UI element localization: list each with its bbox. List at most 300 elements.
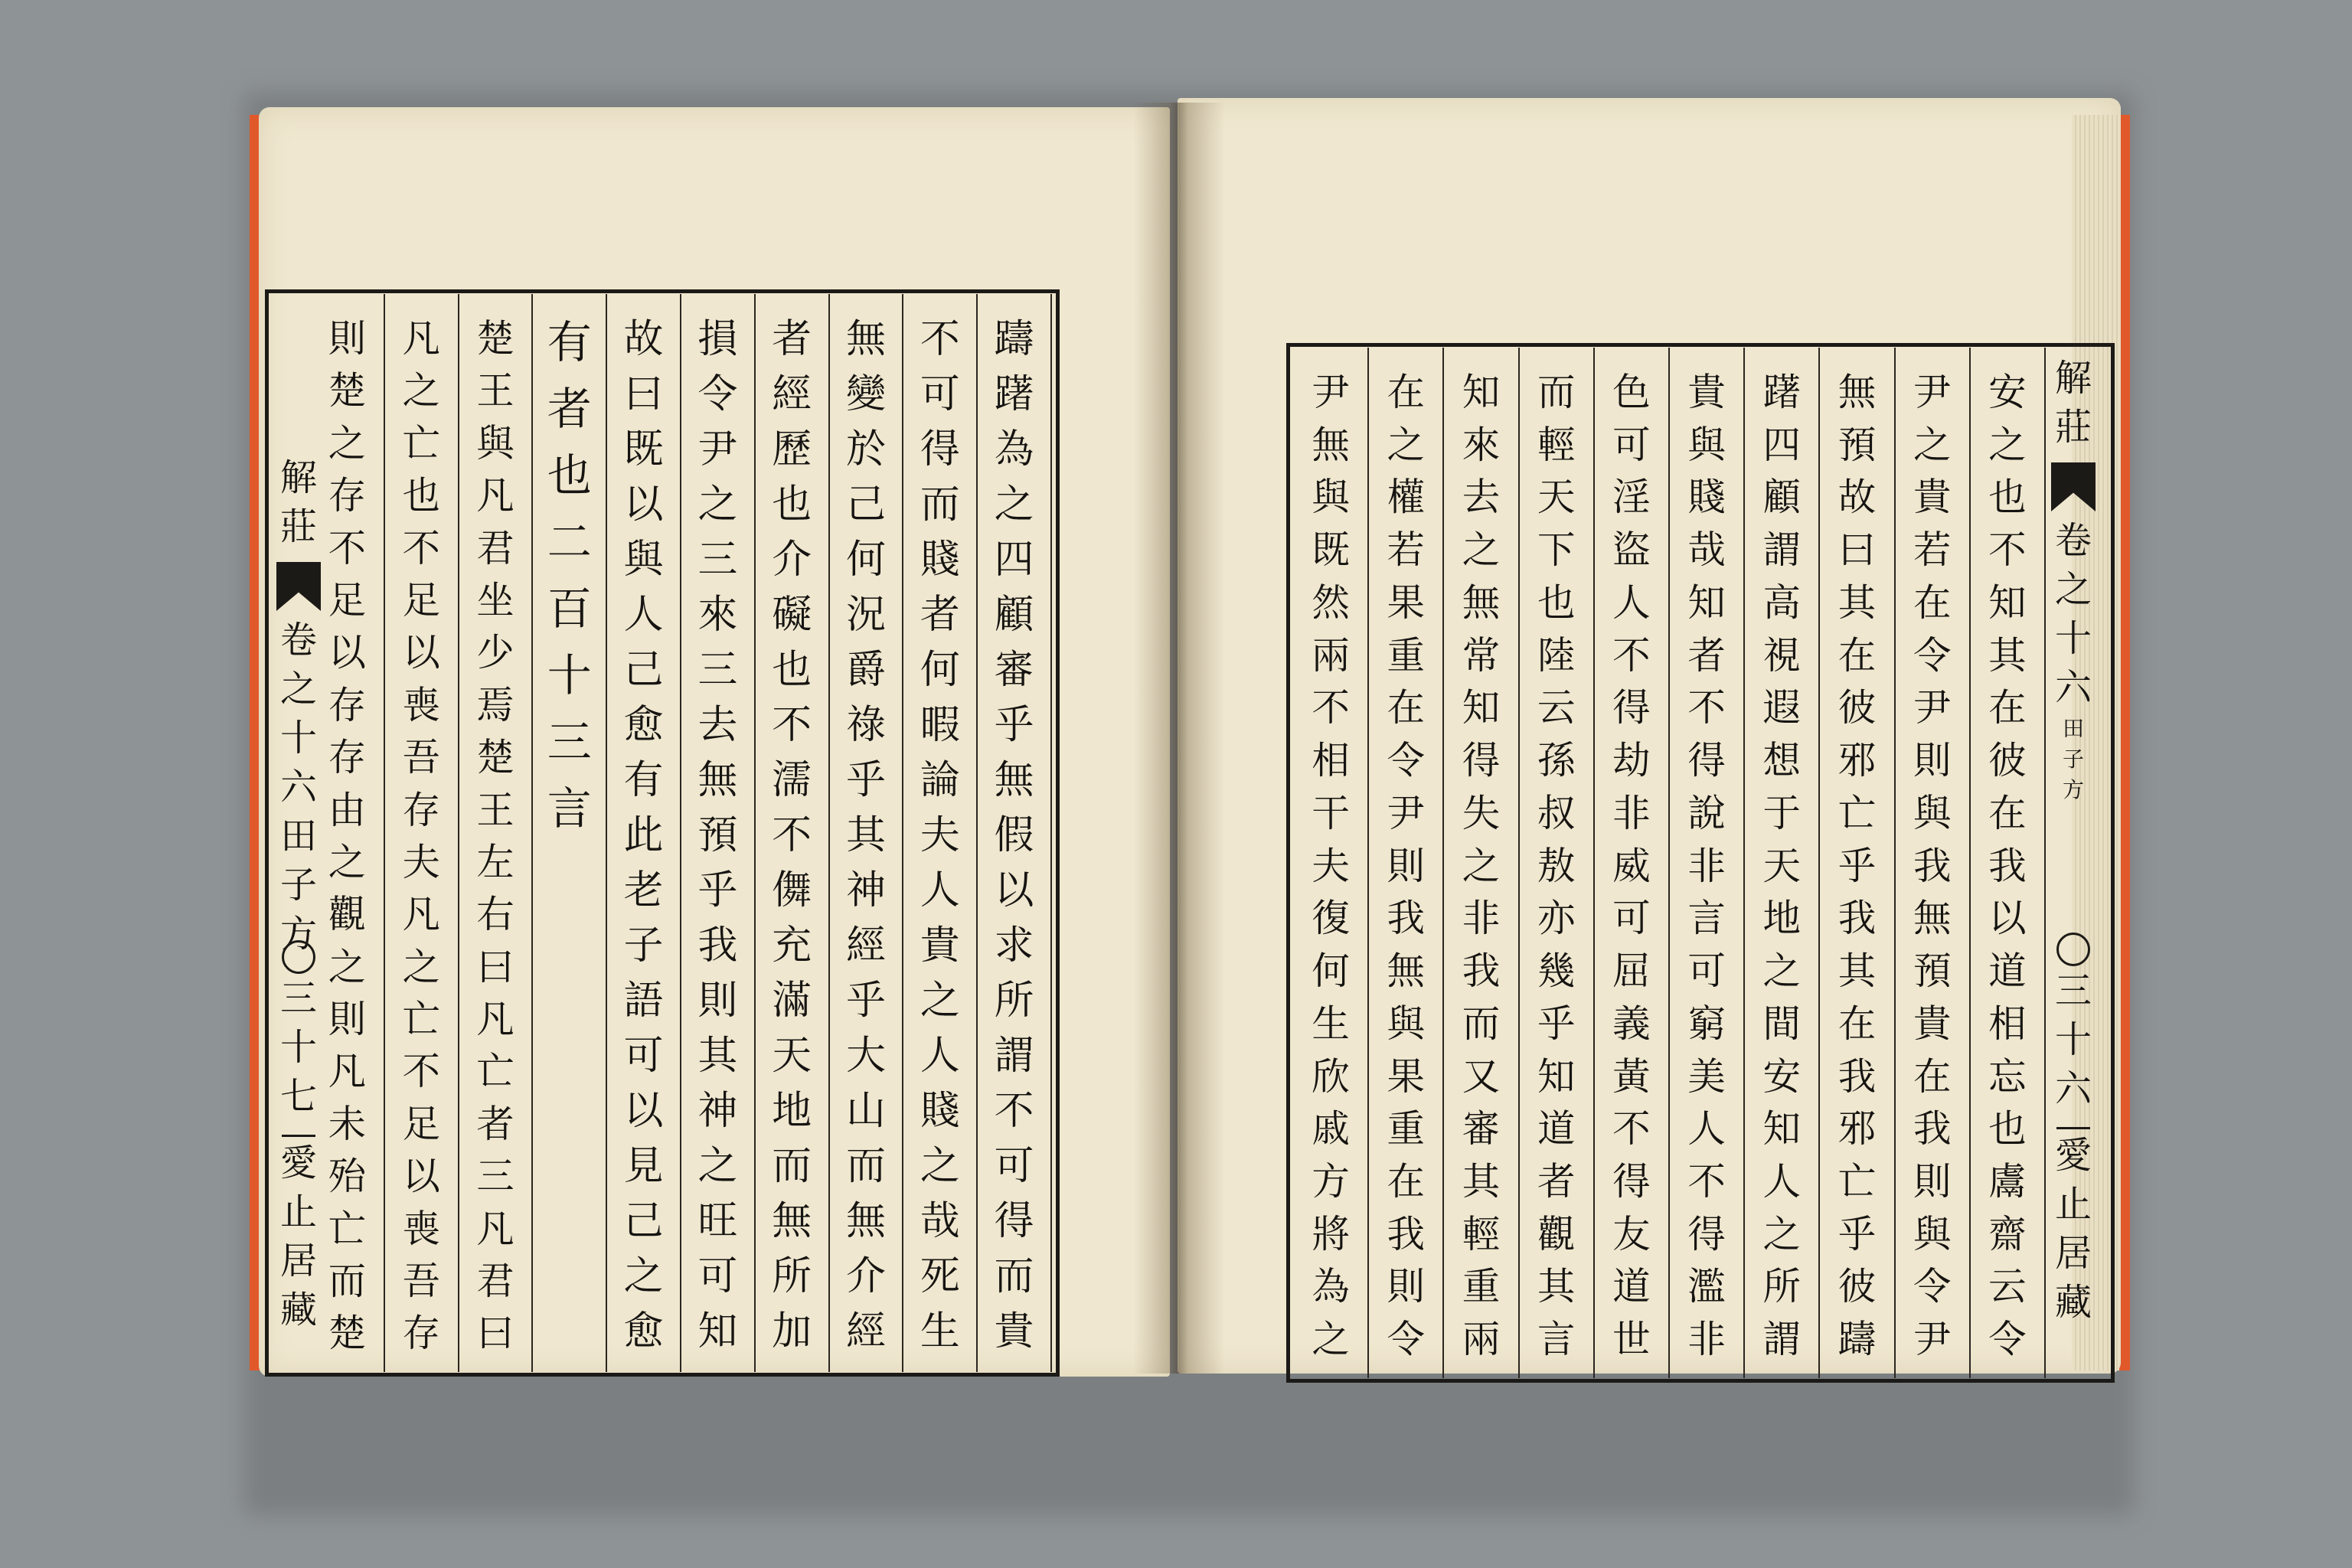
glyph: 尹: [1913, 685, 1952, 730]
glyph: 尹: [1913, 370, 1952, 414]
glyph: 彼: [1838, 685, 1877, 730]
margin-volume-title: 之: [279, 668, 317, 710]
glyph: 之: [1988, 422, 2027, 467]
glyph: 曰: [623, 371, 664, 417]
glyph: 楚: [328, 1311, 367, 1356]
glyph: 坐: [476, 577, 514, 622]
glyph: 去: [1462, 475, 1501, 520]
glyph: 友: [1612, 1211, 1651, 1256]
glyph: 尹: [1312, 370, 1350, 414]
glyph: 賤: [1687, 475, 1726, 520]
glyph: 者: [547, 383, 592, 435]
glyph: 道: [1988, 949, 2027, 994]
glyph: 在: [1988, 790, 2027, 835]
glyph: 於: [846, 426, 886, 472]
glyph: 令: [1988, 1317, 2027, 1362]
glyph: 所: [994, 978, 1034, 1024]
glyph: 我: [1838, 1054, 1877, 1099]
margin-volume-title: 方: [279, 913, 317, 956]
glyph: 尹: [1387, 790, 1426, 835]
glyph: 礙: [772, 592, 812, 638]
glyph: 安: [1762, 1054, 1802, 1099]
glyph: 知: [1462, 685, 1501, 730]
glyph: 介: [772, 537, 812, 583]
glyph: 得: [920, 426, 960, 472]
glyph: 凡: [328, 1049, 367, 1094]
text-column: [533, 294, 607, 1372]
glyph: 凡: [476, 473, 514, 518]
glyph: 孫: [1537, 738, 1576, 783]
glyph: 非: [1612, 790, 1651, 835]
glyph: 無: [1913, 896, 1952, 941]
glyph: 我: [1838, 896, 1877, 941]
text-column: [459, 294, 534, 1372]
margin-volume-title: 十: [279, 717, 317, 760]
folio-number: 六: [2054, 1067, 2092, 1110]
glyph: 將: [1312, 1211, 1350, 1256]
glyph: 輕: [1537, 422, 1576, 467]
glyph: 貴: [920, 923, 960, 969]
glyph: 之: [402, 944, 440, 989]
glyph: 天: [1537, 475, 1576, 520]
folio-block: [268, 926, 329, 1341]
text-column: [830, 294, 904, 1372]
circle-mark: [2056, 933, 2090, 966]
glyph: 于: [1762, 790, 1802, 835]
glyph: 邪: [1838, 1106, 1877, 1152]
text-column: [1595, 348, 1670, 1378]
folio-number: 十: [2054, 1018, 2092, 1061]
glyph: 可: [1687, 949, 1726, 994]
glyph: 世: [1612, 1317, 1651, 1362]
glyph: 故: [1838, 475, 1877, 520]
glyph: 則: [1387, 1264, 1426, 1309]
margin-rule: [282, 1135, 315, 1137]
glyph: 我: [1387, 1211, 1426, 1256]
glyph: 百: [547, 583, 592, 635]
glyph: 在: [1387, 685, 1426, 730]
glyph: 之: [402, 368, 440, 413]
glyph: 論: [920, 757, 960, 803]
glyph: 三: [697, 537, 738, 583]
glyph: 賤: [920, 537, 960, 583]
glyph: 無: [1838, 370, 1877, 414]
glyph: 顧: [994, 592, 1034, 638]
glyph: 充: [772, 923, 812, 969]
glyph: 哉: [1687, 528, 1726, 573]
glyph: 與: [476, 420, 514, 466]
glyph: 有: [623, 757, 664, 803]
glyph: 何: [846, 537, 886, 583]
glyph: 不: [994, 1088, 1034, 1134]
glyph: 人: [623, 592, 664, 638]
glyph: 不: [328, 525, 367, 570]
margin-volume-title: 子: [279, 864, 317, 906]
glyph: 知: [1762, 1106, 1802, 1152]
glyph: 神: [697, 1088, 738, 1134]
glyph: 失: [1462, 790, 1501, 835]
publisher-mark: 止: [279, 1191, 317, 1233]
glyph: 而: [994, 1253, 1034, 1299]
glyph: 而: [1462, 1001, 1501, 1046]
glyph: 喪: [402, 1206, 440, 1251]
margin-volume-title: 卷: [279, 619, 317, 662]
margin-chapter: 方: [2062, 777, 2084, 802]
glyph: 其: [1462, 1159, 1501, 1204]
glyph: 可: [697, 1253, 738, 1299]
glyph: 可: [623, 1033, 664, 1079]
glyph: 爵: [846, 647, 886, 693]
glyph: 不: [1988, 528, 2027, 573]
glyph: 審: [994, 647, 1034, 693]
glyph: 賤: [920, 1088, 960, 1134]
margin-volume-title: 十: [2054, 617, 2092, 660]
glyph: 為: [1312, 1264, 1350, 1309]
glyph: 變: [846, 371, 886, 417]
text-column: [1745, 348, 1820, 1378]
glyph: 忘: [1988, 1054, 2027, 1099]
glyph: 三: [476, 1154, 514, 1199]
glyph: 美: [1687, 1054, 1726, 1099]
glyph: 彼: [1988, 738, 2027, 783]
glyph: 也: [1988, 475, 2027, 520]
glyph: 之: [1762, 1211, 1802, 1256]
glyph: 威: [1612, 843, 1651, 888]
text-column: [385, 294, 459, 1372]
glyph: 也: [1537, 580, 1576, 625]
glyph: 非: [1462, 896, 1501, 941]
glyph: 然: [1312, 580, 1350, 625]
folio-number: 十: [279, 1026, 317, 1069]
margin-book-title: 解: [279, 456, 317, 499]
publisher-mark: 居: [279, 1240, 317, 1282]
margin-rule: [2056, 1127, 2090, 1129]
glyph: 得: [1687, 738, 1726, 783]
glyph: 無: [994, 757, 1034, 803]
glyph: 四: [994, 537, 1034, 583]
glyph: 有: [547, 316, 592, 368]
margin-volume-title: 卷: [2054, 519, 2092, 562]
glyph: 人: [920, 1033, 960, 1079]
glyph: 加: [772, 1308, 812, 1354]
glyph: 經: [846, 923, 886, 969]
glyph: 濡: [772, 757, 812, 803]
glyph: 其: [1838, 949, 1877, 994]
glyph: 哉: [920, 1198, 960, 1244]
glyph: 山: [846, 1088, 886, 1134]
glyph: 幾: [1537, 949, 1576, 994]
glyph: 令: [697, 371, 738, 417]
text-column: [1520, 348, 1595, 1378]
glyph: 貴: [994, 1308, 1034, 1354]
glyph: 死: [920, 1253, 960, 1299]
glyph: 以: [328, 630, 367, 675]
publisher-mark: 止: [2054, 1183, 2092, 1226]
glyph: 十: [547, 649, 592, 701]
glyph: 之: [994, 482, 1034, 528]
glyph: 得: [1462, 738, 1501, 783]
glyph: 義: [1612, 1001, 1651, 1046]
glyph: 我: [697, 923, 738, 969]
glyph: 所: [1762, 1264, 1802, 1309]
glyph: 可: [1612, 422, 1651, 467]
glyph: 非: [1687, 843, 1726, 888]
glyph: 不: [402, 1049, 440, 1094]
glyph: 二: [547, 516, 592, 568]
glyph: 天: [1762, 843, 1802, 888]
text-column: [1670, 348, 1745, 1378]
glyph: 我: [1462, 949, 1501, 994]
glyph: 不: [1687, 685, 1726, 730]
glyph: 方: [1312, 1159, 1350, 1204]
glyph: 而: [1537, 370, 1576, 414]
fishtail-mark: [276, 562, 321, 611]
text-column: [1444, 348, 1519, 1378]
glyph: 也: [772, 647, 812, 693]
glyph: 與: [623, 537, 664, 583]
glyph: 則: [328, 997, 367, 1042]
glyph: 與: [1913, 790, 1952, 835]
glyph: 不: [1687, 1159, 1726, 1204]
glyph: 也: [1988, 1106, 2027, 1152]
glyph: 下: [1537, 528, 1576, 573]
glyph: 何: [1312, 949, 1350, 994]
glyph: 者: [476, 1101, 514, 1146]
glyph: 知: [1462, 370, 1501, 414]
glyph: 劫: [1612, 738, 1651, 783]
glyph: 焉: [476, 682, 514, 727]
text-column: [607, 294, 681, 1372]
publisher-mark: 藏: [2054, 1281, 2092, 1324]
glyph: 之: [1913, 422, 1952, 467]
glyph: 在: [1838, 1001, 1877, 1046]
glyph: 凡: [476, 1206, 514, 1251]
glyph: 人: [1762, 1159, 1802, 1204]
glyph: 預: [1838, 422, 1877, 467]
glyph: 之: [1462, 843, 1501, 888]
glyph: 審: [1462, 1106, 1501, 1152]
glyph: 輕: [1462, 1211, 1501, 1256]
glyph: 視: [1762, 632, 1802, 678]
glyph: 無: [846, 316, 886, 362]
glyph: 屈: [1612, 949, 1651, 994]
glyph: 愈: [623, 702, 664, 748]
glyph: 令: [1913, 632, 1952, 678]
glyph: 道: [1612, 1264, 1651, 1309]
glyph: 也: [772, 482, 812, 528]
glyph: 兩: [1312, 632, 1350, 678]
glyph: 之: [328, 839, 367, 884]
glyph: 與: [1913, 1211, 1952, 1256]
folio-number: 七: [279, 1075, 317, 1118]
glyph: 乎: [697, 867, 738, 913]
glyph: 曰: [476, 944, 514, 989]
glyph: 濫: [1687, 1264, 1726, 1309]
glyph: 以: [402, 630, 440, 675]
glyph: 少: [476, 630, 514, 675]
publisher-mark: 愛: [2054, 1134, 2092, 1177]
glyph: 以: [402, 1154, 440, 1199]
glyph: 生: [1312, 1001, 1350, 1046]
glyph: 損: [697, 316, 738, 362]
glyph: 己: [623, 647, 664, 693]
glyph: 老: [623, 867, 664, 913]
glyph: 彼: [1838, 1264, 1877, 1309]
glyph: 則: [697, 978, 738, 1024]
glyph: 躇: [1762, 370, 1802, 414]
glyph: 也: [402, 473, 440, 518]
glyph: 在: [1913, 580, 1952, 625]
fishtail-mark: [2051, 462, 2096, 511]
glyph: 者: [772, 316, 812, 362]
glyph: 知: [1537, 1054, 1576, 1099]
glyph: 而: [920, 482, 960, 528]
glyph: 曰: [476, 1311, 514, 1356]
glyph: 色: [1612, 370, 1651, 414]
glyph: 所: [772, 1253, 812, 1299]
glyph: 戚: [1312, 1106, 1350, 1152]
glyph: 預: [1913, 949, 1952, 994]
glyph: 黃: [1612, 1054, 1651, 1099]
glyph: 之: [328, 420, 367, 466]
glyph: 來: [697, 592, 738, 638]
gutter-shadow: [1133, 103, 1225, 1374]
glyph: 既: [1312, 528, 1350, 573]
glyph: 其: [697, 1033, 738, 1079]
glyph: 無: [846, 1198, 886, 1244]
text-column: [978, 294, 1052, 1372]
glyph: 可: [1612, 896, 1651, 941]
glyph: 與: [1387, 1001, 1426, 1046]
glyph: 人: [920, 867, 960, 913]
glyph: 己: [623, 1198, 664, 1244]
glyph: 地: [772, 1088, 812, 1134]
glyph: 謂: [1762, 1317, 1802, 1362]
glyph: 乎: [846, 978, 886, 1024]
glyph: 君: [476, 1259, 514, 1304]
glyph: 尹: [1913, 1317, 1952, 1362]
margin-chapter: 田: [2062, 716, 2084, 741]
glyph: 干: [1312, 790, 1350, 835]
glyph: 令: [1387, 1317, 1426, 1362]
glyph: 躊: [1838, 1317, 1877, 1362]
glyph: 貴: [1913, 475, 1952, 520]
glyph: 愈: [623, 1308, 664, 1354]
glyph: 淫: [1612, 475, 1651, 520]
glyph: 相: [1988, 1001, 2027, 1046]
glyph: 言: [1687, 896, 1726, 941]
glyph: 存: [402, 787, 440, 832]
glyph: 不: [1612, 1106, 1651, 1152]
glyph: 說: [1687, 790, 1726, 835]
margin-volume-title: 六: [279, 766, 317, 808]
publisher-mark: 藏: [279, 1289, 317, 1331]
glyph: 謂: [994, 1033, 1034, 1079]
glyph: 者: [1687, 632, 1726, 678]
glyph: 足: [402, 1101, 440, 1146]
glyph: 亡: [476, 1049, 514, 1094]
margin-chapter: 子: [2062, 746, 2084, 772]
glyph: 重: [1387, 632, 1426, 678]
glyph: 不: [402, 525, 440, 570]
glyph: 無: [1462, 580, 1501, 625]
glyph: 令: [1913, 1264, 1952, 1309]
glyph: 求: [994, 923, 1034, 969]
text-column: [1294, 348, 1369, 1378]
glyph: 人: [1612, 580, 1651, 625]
glyph: 凡: [402, 892, 440, 937]
glyph: 之: [1462, 528, 1501, 573]
glyph: 得: [994, 1198, 1034, 1244]
text-column: [756, 294, 830, 1372]
glyph: 欣: [1312, 1054, 1350, 1099]
glyph: 齋: [1988, 1211, 2027, 1256]
glyph: 儛: [772, 867, 812, 913]
glyph: 之: [1312, 1317, 1350, 1362]
glyph: 若: [1913, 528, 1952, 573]
glyph: 之: [1387, 422, 1426, 467]
glyph: 知: [1687, 580, 1726, 625]
glyph: 曰: [1838, 528, 1877, 573]
glyph: 預: [697, 812, 738, 858]
glyph: 者: [1537, 1159, 1576, 1204]
glyph: 果: [1387, 1054, 1426, 1099]
glyph: 又: [1462, 1054, 1501, 1099]
circle-mark: [282, 940, 315, 974]
text-column: [1971, 348, 2046, 1378]
glyph: 也: [547, 449, 592, 501]
glyph: 地: [1762, 896, 1802, 941]
glyph: 無: [1312, 422, 1350, 467]
glyph: 楚: [476, 316, 514, 361]
glyph: 窮: [1687, 1001, 1726, 1046]
glyph: 王: [476, 787, 514, 832]
glyph: 盜: [1612, 528, 1651, 573]
glyph: 歷: [772, 426, 812, 472]
glyph: 凡: [476, 997, 514, 1042]
glyph: 己: [846, 482, 886, 528]
glyph: 以: [623, 1088, 664, 1134]
glyph: 陸: [1537, 632, 1576, 678]
glyph: 以: [623, 482, 664, 528]
glyph: 滿: [772, 978, 812, 1024]
publisher-mark: 居: [2054, 1232, 2092, 1275]
glyph: 復: [1312, 896, 1350, 941]
margin-book-title: 解: [2054, 357, 2092, 400]
glyph: 亡: [402, 420, 440, 466]
glyph: 不: [1612, 632, 1651, 678]
publisher-mark: 愛: [279, 1142, 317, 1184]
glyph: 云: [1988, 1264, 2027, 1309]
glyph: 為: [994, 426, 1034, 472]
glyph: 尹: [697, 426, 738, 472]
glyph: 想: [1762, 738, 1802, 783]
glyph: 與: [1312, 475, 1350, 520]
glyph: 顧: [1762, 475, 1802, 520]
glyph: 鬳: [1988, 1159, 2027, 1204]
glyph: 以: [994, 867, 1034, 913]
glyph: 見: [623, 1143, 664, 1189]
margin-book-title: 莊: [279, 505, 317, 548]
glyph: 躊: [994, 316, 1034, 362]
glyph: 兩: [1462, 1317, 1501, 1362]
glyph: 夫: [920, 812, 960, 858]
glyph: 假: [994, 812, 1034, 858]
glyph: 故: [623, 316, 664, 362]
glyph: 亡: [1838, 790, 1877, 835]
glyph: 而: [328, 1259, 367, 1304]
glyph: 況: [846, 592, 886, 638]
